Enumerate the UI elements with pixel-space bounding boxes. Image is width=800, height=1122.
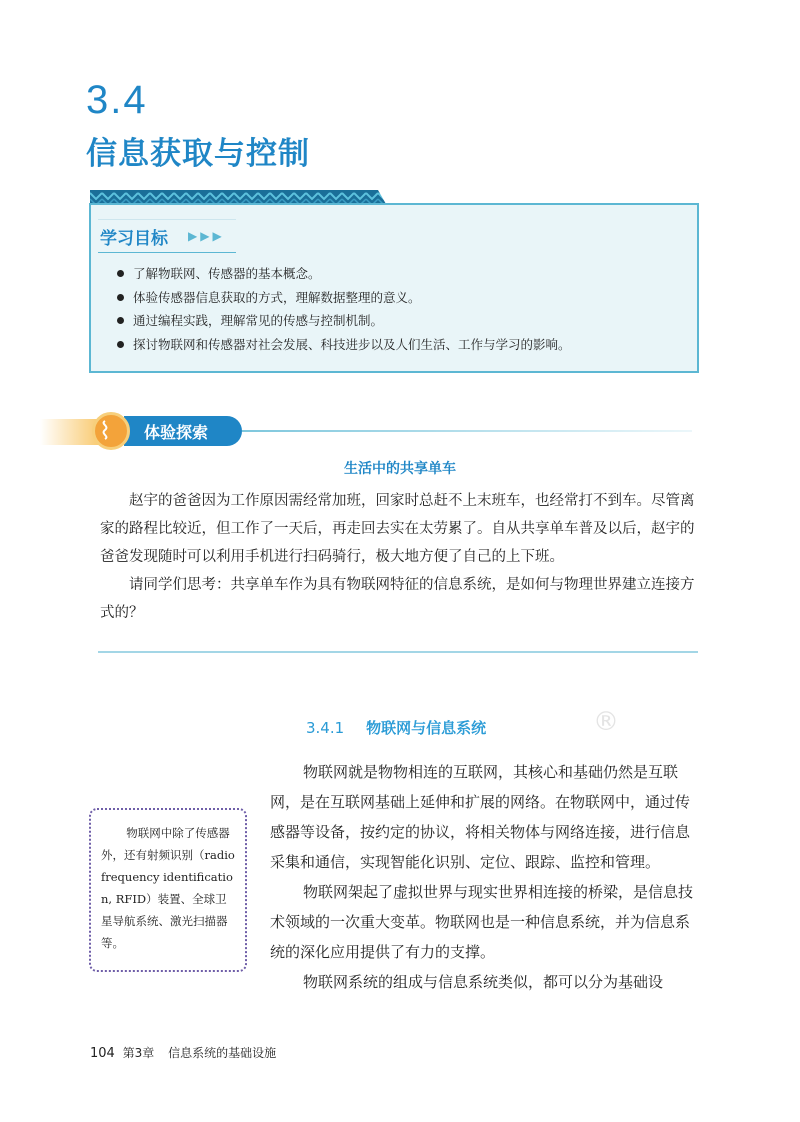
section-title: 信息获取与控制 [86,136,310,172]
objective-item: 探讨物联网和传感器对社会发展、科技进步以及人们生活、工作与学习的影响。 [117,333,677,357]
body-paragraph: 物联网架起了虚拟世界与现实世界相连接的桥梁，是信息技术领域的一次重大变革。物联网也是一种信息系统，并为信息系统的深化应用提供了有力的支撑。 [270,883,694,961]
page-number: 104 [90,1046,115,1061]
explore-body [100,487,698,627]
footer-chapter: 第3章 [122,1046,155,1060]
footer-chapter-title: 信息系统的基础设施 [168,1046,277,1060]
wave-icon [99,420,111,440]
objective-item: 通过编程实践，理解常见的传感与控制机制。 [117,309,677,333]
section-divider [98,651,698,653]
registered-mark: ® [593,707,619,737]
banner-line [242,430,692,432]
explore-banner-label: 体验探索 [144,423,209,442]
objective-item: 了解物联网、传感器的基本概念。 [117,262,677,286]
body-paragraph: 物联网系统的组成与信息系统类似，都可以分为基础设 [303,973,664,991]
objectives-rule-top [98,219,236,220]
side-note [89,808,247,972]
objective-item: 体验传感器信息获取的方式，理解数据整理的意义。 [117,286,677,310]
subsection-title: 物联网与信息系统 [366,719,487,737]
triple-arrow-icon: ▶▶▶ [188,229,225,243]
objectives-list [117,262,677,356]
explore-title: 生活中的共享单车 [344,461,456,477]
main-body [270,757,700,997]
explore-paragraph: 请同学们思考：共享单车作为具有物联网特征的信息系统，是如何与物理世界建立连接方式的？ [100,577,695,621]
side-note-text: 物联网中除了传感器外，还有射频识别（radio frequency identification, RFID）装置、全球卫星导航系统、激光扫描器等。 [101,826,235,950]
banner-circle-icon [92,412,130,450]
explore-paragraph: 赵宇的爸爸因为工作原因需经常加班，回家时总赶不上末班车，也经常打不到车。尽管离家的路程比较近，但工作了一天后，再走回去实在太劳累了。自从共享单车普及以后，赵宇的爸爸发现随时可以利用手机进行扫码骑行，极大地方便了自己的上下班。 [100,493,695,565]
body-paragraph: 物联网就是物物相连的互联网，其核心和基础仍然是互联网，是在互联网基础上延伸和扩展的网络。在物联网中，通过传感器等设备，按约定的协议，将相关物体与网络连接，进行信息采集和通信，实现智能化识别、定位、跟踪、监控和管理。 [270,763,691,871]
subsection-heading [306,717,486,738]
zigzag-decoration [90,190,386,204]
objectives-title: 学习目标 [100,229,168,249]
subsection-number: 3.4.1 [306,719,345,737]
page-footer [90,1044,276,1061]
objectives-rule [98,252,236,253]
section-number: 3.4 [86,78,148,122]
